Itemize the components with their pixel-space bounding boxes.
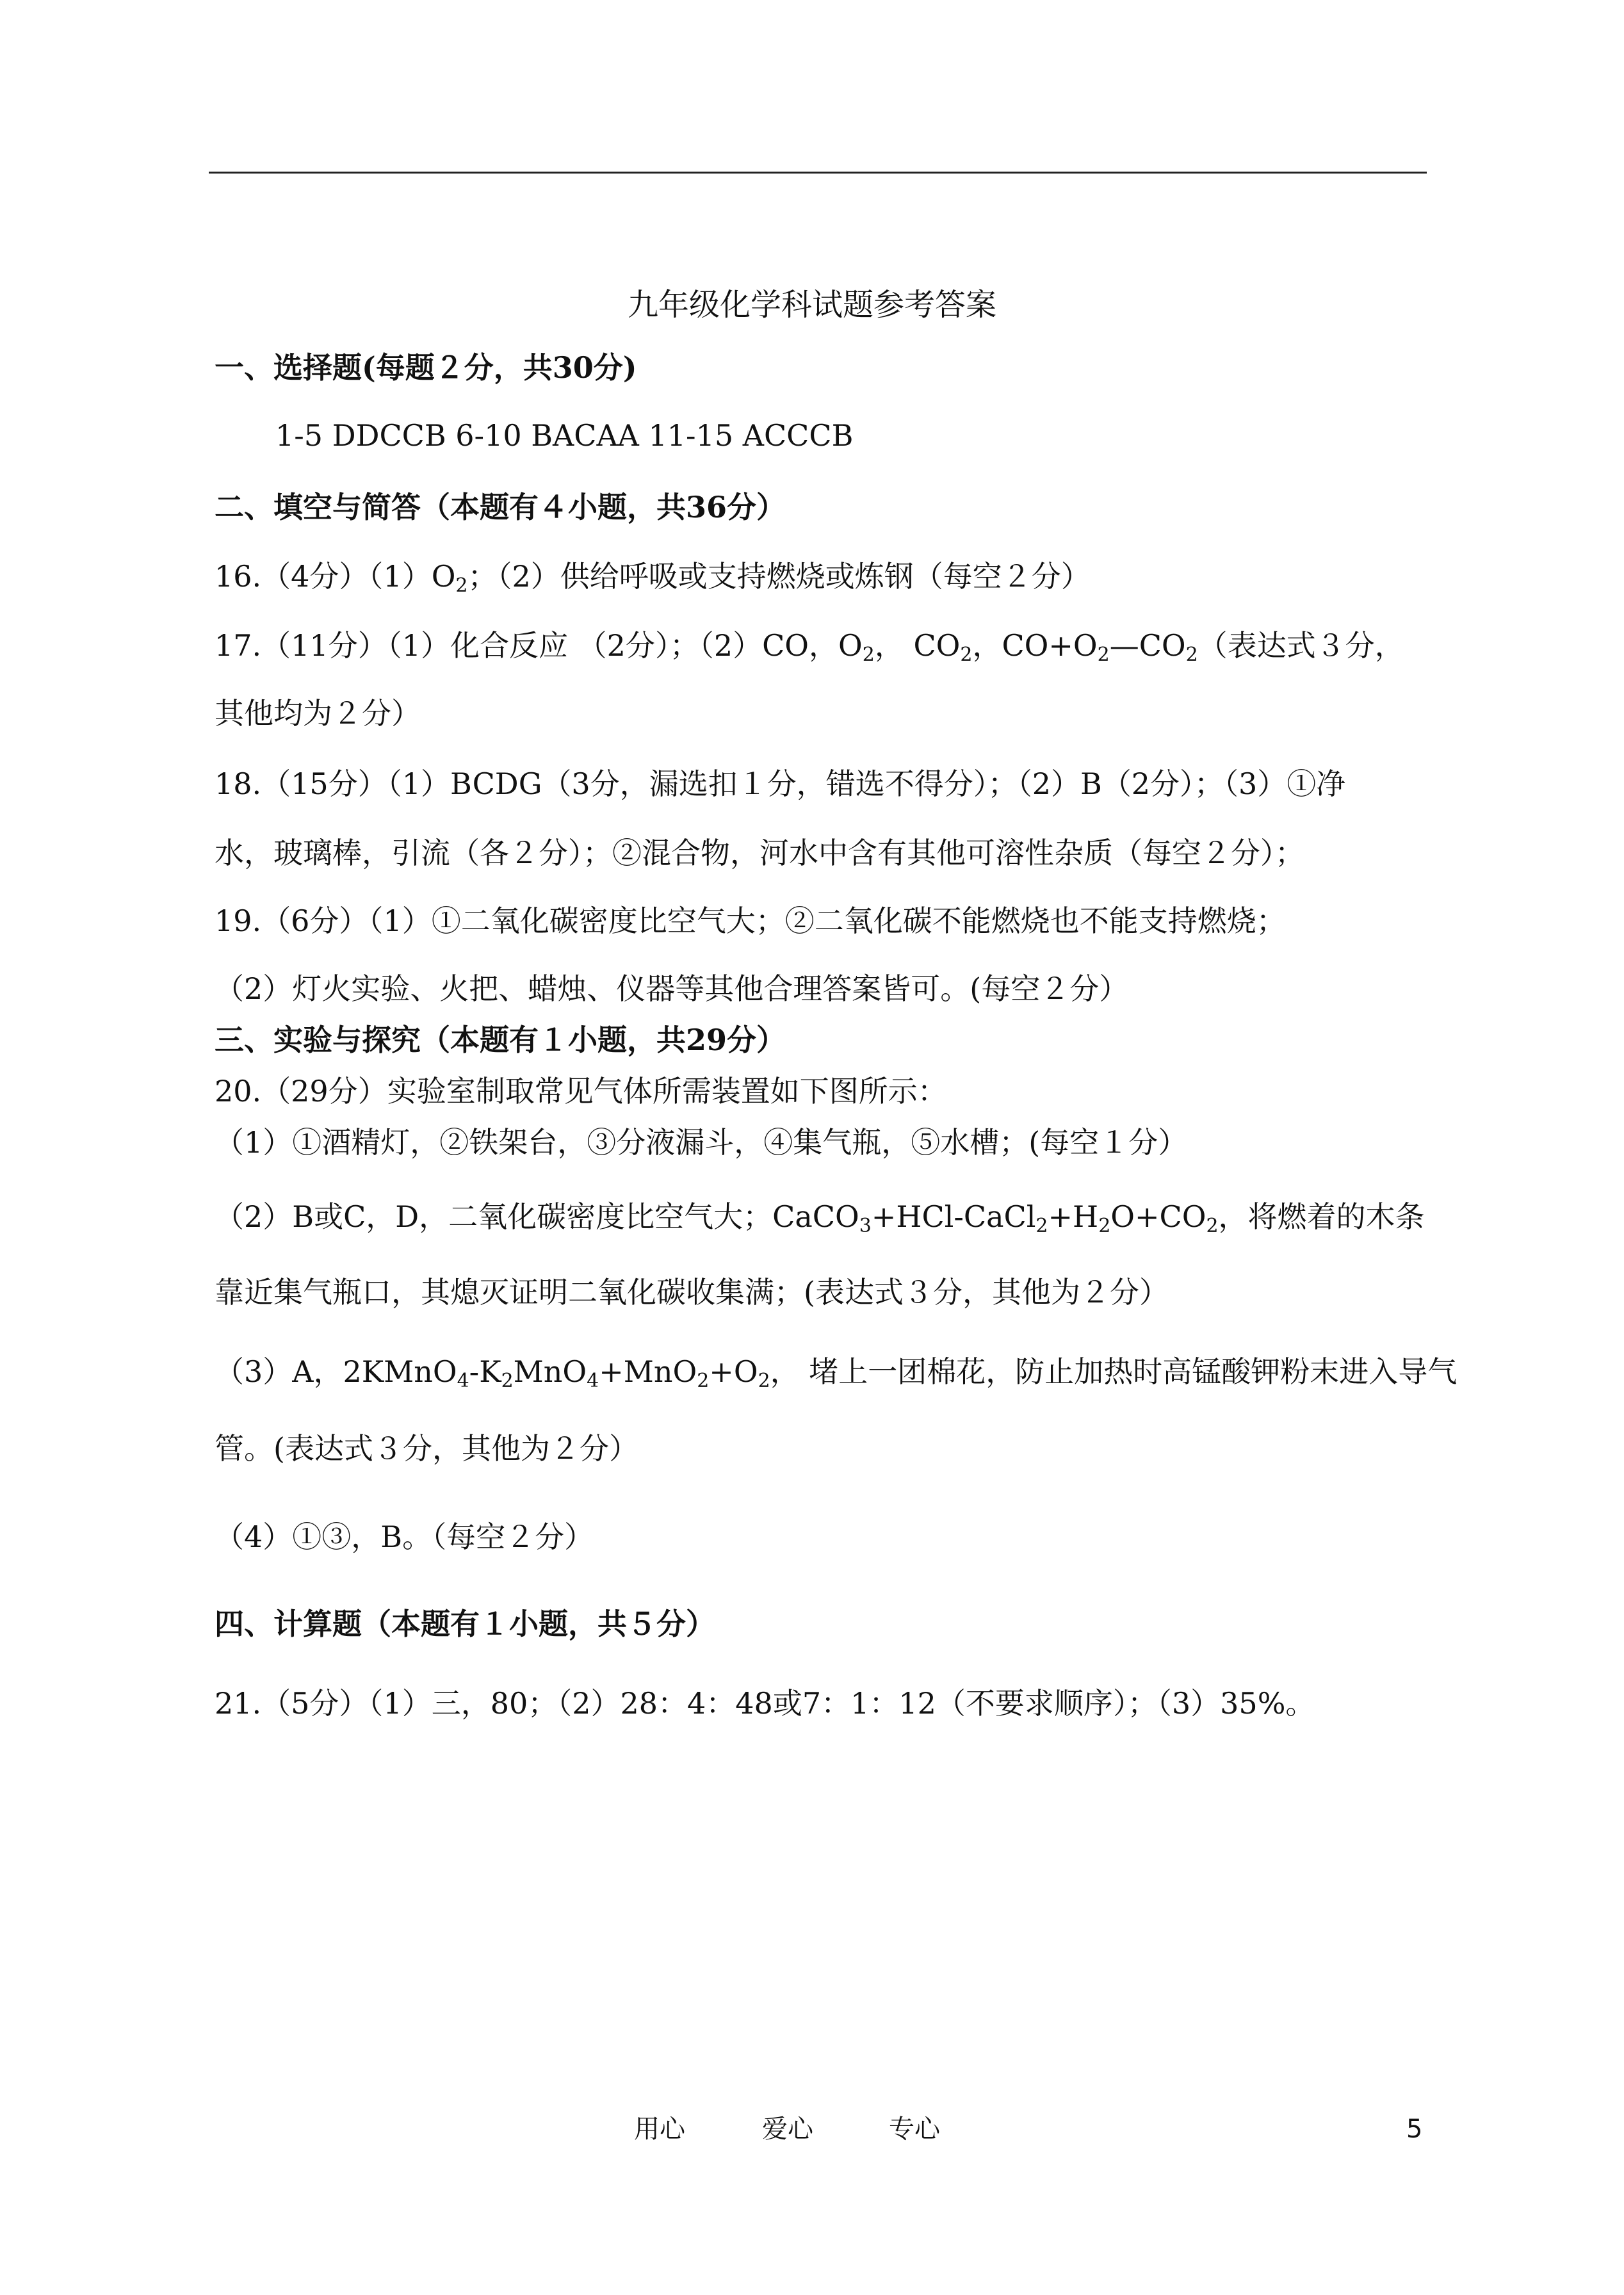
- answer-q19-line2: （2）灯火实验、火把、蜡烛、仪器等其他合理答案皆可。(每空２分）: [215, 971, 1129, 1006]
- answer-q18-line1: 18.（15分）（1）BCDG（3分，漏选扣１分，错选不得分）；（2）B（2分）；（3）①净: [215, 766, 1346, 801]
- section-heading-fill: 二、填空与简答（本题有４小题，共36分）: [215, 490, 786, 524]
- section-heading-choice: 一、选择题(每题２分，共30分): [215, 350, 637, 385]
- page-title: 九年级化学科试题参考答案: [627, 287, 996, 323]
- answer-q20-part3-continued: 管。(表达式３分，其他为２分）: [215, 1431, 638, 1466]
- answer-q18-line2: 水，玻璃棒，引流（各２分）；②混合物，河水中含有其他可溶性杂质（每空２分）；: [215, 836, 1304, 870]
- answer-q20-part1: （1）①酒精灯，②铁架台，③分液漏斗，④集气瓶，⑤水槽；(每空１分）: [215, 1125, 1188, 1160]
- footer-motto-1: 用心: [634, 2114, 685, 2144]
- footer-motto-2: 爱心: [762, 2114, 813, 2144]
- answer-q19-line1: 19.（6分）（1）①二氧化碳密度比空气大；②二氧化碳不能燃烧也不能支持燃烧；: [215, 904, 1286, 938]
- answer-q20-part4: （4）①③，B。（每空２分）: [215, 1520, 594, 1554]
- choice-answers: 1-5 DDCCB 6-10 BACAA 11-15 ACCCB: [275, 418, 854, 453]
- section-heading-calculation: 四、计算题（本题有１小题，共５分）: [215, 1607, 715, 1641]
- answer-q20-part3: （3）A，$2KMnO_4-K_2MnO_4+MnO_2+O_2$， 堵上一团棉花，防止加热时高锰酸钾粉末进入导气: [215, 1354, 1458, 1392]
- header-rule: [209, 172, 1427, 174]
- answer-q20-intro: 20.（29分）实验室制取常见气体所需装置如下图所示：: [215, 1074, 947, 1108]
- answer-q20-part2: （2）B或C，D，二氧化碳密度比空气大；$CaCO_3+HCl-CaCl_2+H_2O+CO_2$，将燃着的木条: [215, 1199, 1425, 1237]
- answer-q21: 21.（5分）（1）三，80；（2）28：4：48或7：1：12（不要求顺序）；（3）35%。: [215, 1686, 1315, 1721]
- answer-q16: 16.（4分）$(1)O_2$；（2）供给呼吸或支持燃烧或炼钢（每空２分）: [215, 559, 1091, 597]
- answer-q20-part2-continued: 靠近集气瓶口，其熄灭证明二氧化碳收集满；(表达式３分，其他为２分）: [215, 1275, 1169, 1310]
- footer-motto-3: 专心: [889, 2114, 940, 2144]
- page-number: 5: [1406, 2114, 1423, 2144]
- section-heading-experiment: 三、实验与探究（本题有１小题，共29分）: [215, 1023, 786, 1057]
- answer-q17-continued: 其他均为２分）: [215, 696, 421, 731]
- answer-q17: 17.（11分）（1）化合反应 （2分）；（2）CO，$O_2$， $CO_2$，$CO+O_2—CO_2$（表达式３分，: [215, 628, 1404, 666]
